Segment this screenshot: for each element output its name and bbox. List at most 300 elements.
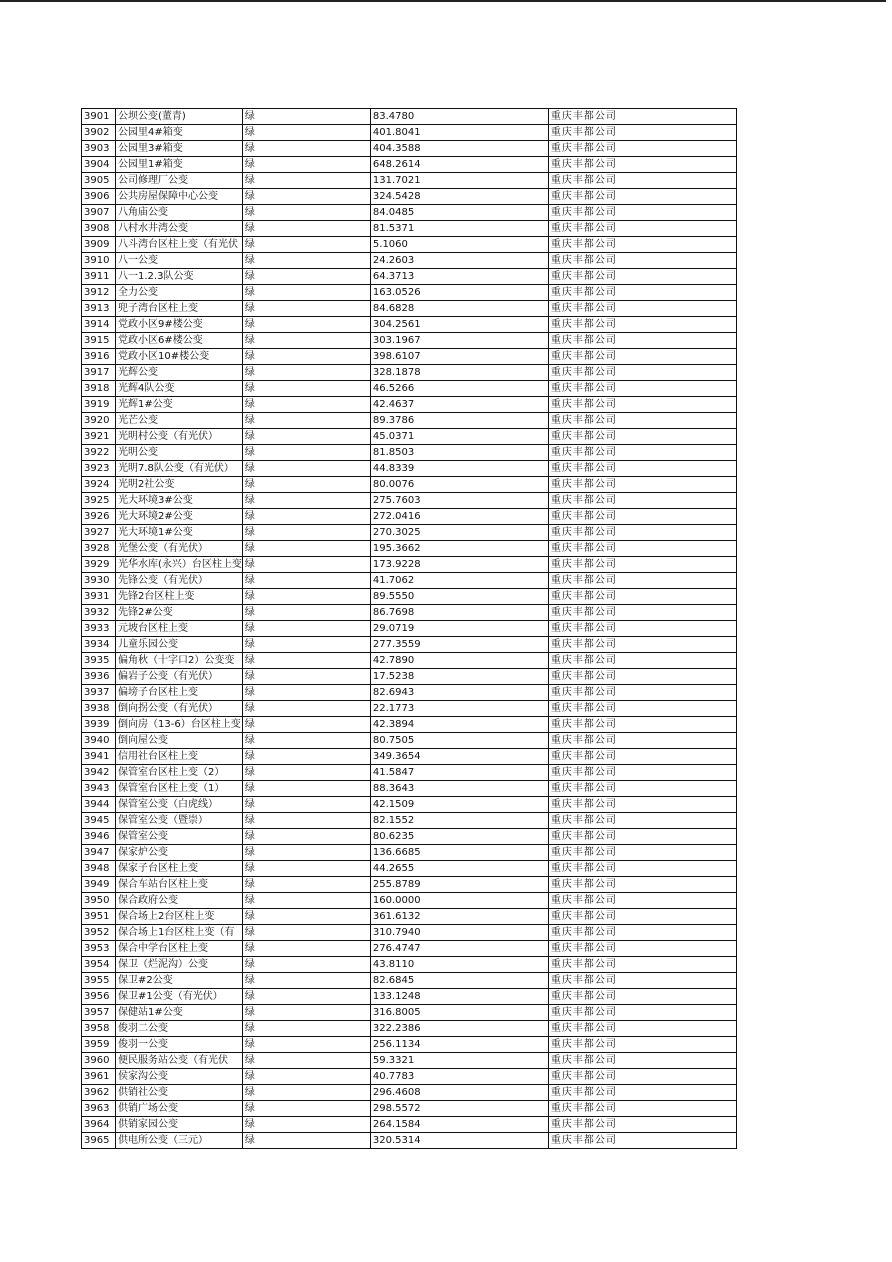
row-company: 重庆丰都公司 [548,525,736,541]
row-company: 重庆丰都公司 [548,381,736,397]
table-row [82,1005,737,1021]
table-row [82,589,737,605]
row-id: 3919 [82,397,116,413]
row-id: 3918 [82,381,116,397]
row-value: 42.3894 [370,717,548,733]
table-row [82,701,737,717]
row-color: 绿 [242,653,370,669]
row-name: 公园里3#箱变 [116,141,243,157]
row-color: 绿 [242,253,370,269]
table-row [82,541,737,557]
row-company: 重庆丰都公司 [548,861,736,877]
table-row [82,861,737,877]
row-value: 322.2386 [370,1021,548,1037]
table-row [82,1085,737,1101]
row-name: 偏岩子公变（有光伏） [116,669,243,685]
row-color: 绿 [242,237,370,253]
row-value: 349.3654 [370,749,548,765]
row-color: 绿 [242,541,370,557]
row-company: 重庆丰都公司 [548,733,736,749]
row-name: 保管室台区柱上变（1） [116,781,243,797]
row-name: 公园里4#箱变 [116,125,243,141]
row-company: 重庆丰都公司 [548,1117,736,1133]
row-name: 倒向屋公变 [116,733,243,749]
row-value: 361.6132 [370,909,548,925]
row-company: 重庆丰都公司 [548,573,736,589]
row-company: 重庆丰都公司 [548,621,736,637]
row-value: 404.3588 [370,141,548,157]
row-company: 重庆丰都公司 [548,1053,736,1069]
row-color: 绿 [242,797,370,813]
row-name: 光大环境1#公变 [116,525,243,541]
row-value: 44.2655 [370,861,548,877]
row-company: 重庆丰都公司 [548,813,736,829]
row-name: 供销家园公变 [116,1117,243,1133]
row-color: 绿 [242,845,370,861]
row-value: 328.1878 [370,365,548,381]
row-id: 3913 [82,301,116,317]
row-color: 绿 [242,861,370,877]
row-company: 重庆丰都公司 [548,365,736,381]
row-color: 绿 [242,925,370,941]
row-id: 3951 [82,909,116,925]
row-name: 俊羽一公变 [116,1037,243,1053]
row-id: 3940 [82,733,116,749]
row-color: 绿 [242,141,370,157]
row-name: 倒向房（13-6）台区柱上变 [116,717,243,733]
row-name: 俊羽二公变 [116,1021,243,1037]
row-value: 88.3643 [370,781,548,797]
row-company: 重庆丰都公司 [548,685,736,701]
row-color: 绿 [242,381,370,397]
row-name: 光大环境2#公变 [116,509,243,525]
row-name: 光华水库(永兴）台区柱上变 [116,557,243,573]
row-company: 重庆丰都公司 [548,205,736,221]
row-color: 绿 [242,349,370,365]
row-value: 81.8503 [370,445,548,461]
row-company: 重庆丰都公司 [548,765,736,781]
table-row [82,813,737,829]
row-company: 重庆丰都公司 [548,925,736,941]
row-value: 17.5238 [370,669,548,685]
row-id: 3928 [82,541,116,557]
row-value: 83.4780 [370,109,548,125]
row-value: 310.7940 [370,925,548,941]
row-value: 272.0416 [370,509,548,525]
row-id: 3946 [82,829,116,845]
row-name: 全力公变 [116,285,243,301]
row-value: 24.2603 [370,253,548,269]
table-row [82,1101,737,1117]
row-color: 绿 [242,109,370,125]
row-id: 3922 [82,445,116,461]
table-row [82,1053,737,1069]
row-name: 侯家沟公变 [116,1069,243,1085]
row-name: 儿童乐园公变 [116,637,243,653]
row-name: 元坡台区柱上变 [116,621,243,637]
row-id: 3949 [82,877,116,893]
row-color: 绿 [242,909,370,925]
row-color: 绿 [242,525,370,541]
row-id: 3955 [82,973,116,989]
row-name: 党政小区10#楼公变 [116,349,243,365]
row-id: 3901 [82,109,116,125]
row-id: 3952 [82,925,116,941]
table-row [82,1069,737,1085]
row-value: 195.3662 [370,541,548,557]
table-row [82,941,737,957]
row-company: 重庆丰都公司 [548,141,736,157]
row-name: 保卫（烂泥沟）公变 [116,957,243,973]
row-color: 绿 [242,173,370,189]
row-color: 绿 [242,445,370,461]
row-color: 绿 [242,125,370,141]
row-id: 3931 [82,589,116,605]
row-company: 重庆丰都公司 [548,701,736,717]
row-id: 3933 [82,621,116,637]
table-row [82,285,737,301]
row-value: 46.5266 [370,381,548,397]
row-name: 供电所公变（三元） [116,1133,243,1149]
row-company: 重庆丰都公司 [548,237,736,253]
table-row [82,477,737,493]
row-id: 3929 [82,557,116,573]
row-id: 3950 [82,893,116,909]
row-value: 84.6828 [370,301,548,317]
table-row [82,525,737,541]
row-company: 重庆丰都公司 [548,1037,736,1053]
table-row [82,909,737,925]
row-id: 3964 [82,1117,116,1133]
table-row [82,669,737,685]
table-row [82,829,737,845]
row-id: 3904 [82,157,116,173]
row-color: 绿 [242,285,370,301]
table-row [82,925,737,941]
row-id: 3957 [82,1005,116,1021]
row-value: 44.8339 [370,461,548,477]
row-company: 重庆丰都公司 [548,253,736,269]
row-id: 3956 [82,989,116,1005]
row-id: 3941 [82,749,116,765]
row-id: 3915 [82,333,116,349]
row-name: 八斗湾台区柱上变（有光伏 [116,237,243,253]
row-value: 22.1773 [370,701,548,717]
row-color: 绿 [242,669,370,685]
row-color: 绿 [242,749,370,765]
table-row [82,157,737,173]
row-company: 重庆丰都公司 [548,445,736,461]
row-value: 304.2561 [370,317,548,333]
row-id: 3910 [82,253,116,269]
table-row [82,781,737,797]
row-id: 3925 [82,493,116,509]
row-id: 3958 [82,1021,116,1037]
row-company: 重庆丰都公司 [548,957,736,973]
row-name: 光明公变 [116,445,243,461]
row-value: 648.2614 [370,157,548,173]
table-row [82,765,737,781]
row-name: 信用社台区柱上变 [116,749,243,765]
row-color: 绿 [242,637,370,653]
row-name: 保管室公变 [116,829,243,845]
table-row [82,621,737,637]
row-color: 绿 [242,429,370,445]
row-name: 八一公变 [116,253,243,269]
row-value: 401.8041 [370,125,548,141]
row-value: 276.4747 [370,941,548,957]
row-id: 3920 [82,413,116,429]
row-color: 绿 [242,781,370,797]
row-company: 重庆丰都公司 [548,269,736,285]
row-color: 绿 [242,893,370,909]
row-color: 绿 [242,957,370,973]
row-value: 324.5428 [370,189,548,205]
row-company: 重庆丰都公司 [548,541,736,557]
row-color: 绿 [242,717,370,733]
row-name: 供销广场公变 [116,1101,243,1117]
row-name: 八角庙公变 [116,205,243,221]
row-value: 81.5371 [370,221,548,237]
row-company: 重庆丰都公司 [548,669,736,685]
row-id: 3912 [82,285,116,301]
row-company: 重庆丰都公司 [548,653,736,669]
row-color: 绿 [242,301,370,317]
row-company: 重庆丰都公司 [548,173,736,189]
row-name: 光辉公变 [116,365,243,381]
row-id: 3905 [82,173,116,189]
row-value: 80.7505 [370,733,548,749]
row-value: 43.8110 [370,957,548,973]
row-company: 重庆丰都公司 [548,397,736,413]
row-id: 3906 [82,189,116,205]
row-color: 绿 [242,269,370,285]
row-id: 3947 [82,845,116,861]
row-color: 绿 [242,1085,370,1101]
row-color: 绿 [242,1069,370,1085]
table-row [82,109,737,125]
row-name: 偏塝子台区柱上变 [116,685,243,701]
row-id: 3963 [82,1101,116,1117]
row-id: 3960 [82,1053,116,1069]
row-id: 3942 [82,765,116,781]
row-name: 保管室台区柱上变（2） [116,765,243,781]
row-company: 重庆丰都公司 [548,477,736,493]
row-id: 3907 [82,205,116,221]
row-name: 光明7.8队公变（有光伏） [116,461,243,477]
row-id: 3934 [82,637,116,653]
row-name: 八村水井湾公变 [116,221,243,237]
row-value: 82.6845 [370,973,548,989]
table-row [82,413,737,429]
table-row [82,1133,737,1149]
row-company: 重庆丰都公司 [548,1021,736,1037]
row-value: 256.1134 [370,1037,548,1053]
table-row [82,749,737,765]
row-name: 光明村公变（有光伏） [116,429,243,445]
row-company: 重庆丰都公司 [548,285,736,301]
row-name: 保管室公变（白虎线） [116,797,243,813]
row-id: 3923 [82,461,116,477]
row-name: 八一1.2.3队公变 [116,269,243,285]
row-color: 绿 [242,557,370,573]
row-color: 绿 [242,765,370,781]
row-value: 163.0526 [370,285,548,301]
row-value: 136.6685 [370,845,548,861]
row-color: 绿 [242,701,370,717]
row-company: 重庆丰都公司 [548,605,736,621]
row-value: 80.6235 [370,829,548,845]
row-value: 264.1584 [370,1117,548,1133]
table-row [82,349,737,365]
row-value: 84.0485 [370,205,548,221]
table-row [82,717,737,733]
row-color: 绿 [242,621,370,637]
row-name: 党政小区9#楼公变 [116,317,243,333]
row-name: 保卫#1公变（有光伏） [116,989,243,1005]
row-color: 绿 [242,941,370,957]
row-value: 277.3559 [370,637,548,653]
row-id: 3927 [82,525,116,541]
table-row [82,1117,737,1133]
row-company: 重庆丰都公司 [548,413,736,429]
row-name: 保家子台区柱上变 [116,861,243,877]
row-company: 重庆丰都公司 [548,781,736,797]
row-name: 公共房屋保障中心公变 [116,189,243,205]
row-company: 重庆丰都公司 [548,877,736,893]
table-row [82,685,737,701]
row-company: 重庆丰都公司 [548,589,736,605]
row-name: 保合政府公变 [116,893,243,909]
row-name: 先锋2台区柱上变 [116,589,243,605]
row-name: 先锋2#公变 [116,605,243,621]
row-id: 3909 [82,237,116,253]
row-id: 3954 [82,957,116,973]
row-color: 绿 [242,813,370,829]
row-value: 40.7783 [370,1069,548,1085]
row-color: 绿 [242,1005,370,1021]
row-value: 29.0719 [370,621,548,637]
row-id: 3921 [82,429,116,445]
table-row [82,1021,737,1037]
row-company: 重庆丰都公司 [548,317,736,333]
row-company: 重庆丰都公司 [548,829,736,845]
row-value: 42.1509 [370,797,548,813]
row-value: 42.7890 [370,653,548,669]
row-color: 绿 [242,157,370,173]
row-id: 3930 [82,573,116,589]
table-row [82,493,737,509]
row-name: 保合场上2台区柱上变 [116,909,243,925]
row-color: 绿 [242,413,370,429]
row-name: 保家炉公变 [116,845,243,861]
row-company: 重庆丰都公司 [548,429,736,445]
row-name: 供销社公变 [116,1085,243,1101]
row-value: 89.5550 [370,589,548,605]
row-company: 重庆丰都公司 [548,845,736,861]
row-id: 3924 [82,477,116,493]
row-name: 偏角秋（十字口2）公变变 [116,653,243,669]
row-company: 重庆丰都公司 [548,461,736,477]
row-value: 131.7021 [370,173,548,189]
table-row [82,637,737,653]
row-name: 倒向拐公变（有光伏） [116,701,243,717]
row-value: 320.5314 [370,1133,548,1149]
row-color: 绿 [242,877,370,893]
row-color: 绿 [242,1117,370,1133]
table-row [82,893,737,909]
table-row [82,973,737,989]
row-color: 绿 [242,477,370,493]
row-id: 3908 [82,221,116,237]
row-company: 重庆丰都公司 [548,301,736,317]
row-value: 270.3025 [370,525,548,541]
row-name: 公园里1#箱变 [116,157,243,173]
row-color: 绿 [242,989,370,1005]
row-name: 公司修理厂公变 [116,173,243,189]
table-row [82,173,737,189]
row-id: 3937 [82,685,116,701]
row-color: 绿 [242,205,370,221]
row-id: 3911 [82,269,116,285]
row-company: 重庆丰都公司 [548,797,736,813]
row-company: 重庆丰都公司 [548,1069,736,1085]
row-value: 296.4608 [370,1085,548,1101]
row-value: 82.6943 [370,685,548,701]
table-row [82,269,737,285]
row-id: 3903 [82,141,116,157]
row-company: 重庆丰都公司 [548,109,736,125]
table-row [82,557,737,573]
row-value: 86.7698 [370,605,548,621]
table-row [82,445,737,461]
table-row [82,733,737,749]
row-color: 绿 [242,365,370,381]
page-top-border [0,0,886,2]
row-company: 重庆丰都公司 [548,749,736,765]
row-value: 275.7603 [370,493,548,509]
row-id: 3935 [82,653,116,669]
row-color: 绿 [242,189,370,205]
row-value: 64.3713 [370,269,548,285]
table-row [82,381,737,397]
row-color: 绿 [242,605,370,621]
row-value: 89.3786 [370,413,548,429]
row-id: 3948 [82,861,116,877]
table-row [82,845,737,861]
row-value: 45.0371 [370,429,548,445]
row-company: 重庆丰都公司 [548,989,736,1005]
row-company: 重庆丰都公司 [548,1101,736,1117]
row-value: 255.8789 [370,877,548,893]
row-name: 保合中学台区柱上变 [116,941,243,957]
row-company: 重庆丰都公司 [548,1085,736,1101]
row-company: 重庆丰都公司 [548,333,736,349]
row-name: 光大环境3#公变 [116,493,243,509]
table-row [82,429,737,445]
row-id: 3938 [82,701,116,717]
row-company: 重庆丰都公司 [548,1133,736,1149]
row-id: 3916 [82,349,116,365]
row-value: 42.4637 [370,397,548,413]
row-value: 316.8005 [370,1005,548,1021]
row-id: 3932 [82,605,116,621]
row-id: 3902 [82,125,116,141]
row-company: 重庆丰都公司 [548,189,736,205]
table-row [82,573,737,589]
row-name: 光堡公变（有光伏） [116,541,243,557]
row-name: 便民服务站公变（有光伏 [116,1053,243,1069]
